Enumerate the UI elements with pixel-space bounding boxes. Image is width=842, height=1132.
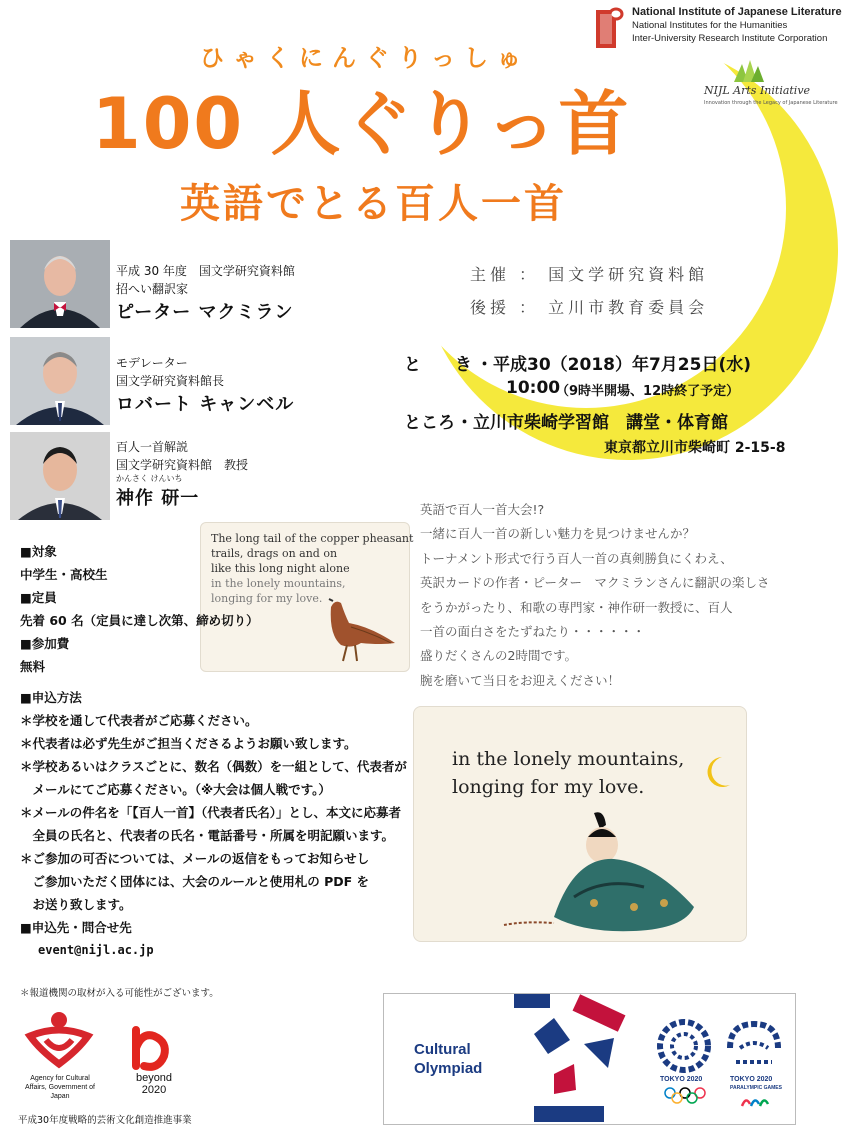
tokyo-2020-olympic-label: TOKYO 2020 (660, 1076, 703, 1083)
photo-robert-campbell (10, 337, 110, 425)
mountains-icon (734, 60, 764, 82)
intro-line: 英語で百人一首大会!? (420, 502, 545, 517)
media-note: ＊報道機関の取材が入る可能性がございます。 (20, 988, 219, 999)
intro-line: 一緒に百人一首の新しい魅力を見つけませんか？ (420, 526, 696, 542)
intro-line: 腕を磨いて当日をお迎えください！ (420, 672, 621, 688)
person-1 (116, 262, 295, 324)
paralympic-games-label: PARALYMPIC GAMES (730, 1085, 782, 1091)
intro-line: 盛りだくさんの2時間です。 (420, 648, 577, 664)
institute-name (632, 6, 842, 45)
person-2-role1: モデレーター (116, 356, 188, 370)
intro-text (420, 498, 770, 693)
intro-line: 一首の面白さをたずねたり・・・・・・ (420, 624, 646, 640)
tokyo-2020-olympic-emblem-icon (656, 1018, 712, 1074)
apply-line: ご参加いただく団体には、大会のルールと使用札の PDF を (20, 874, 370, 889)
olympic-rings-icon (662, 1086, 708, 1104)
person-silhouette-icon (10, 432, 110, 520)
apply-heading: ■申込方法 (20, 690, 82, 705)
cultural-olympiad-banner (383, 993, 796, 1125)
page-subtitle: 英語でとる百人一首 (180, 181, 567, 227)
support-line: 後援 ： 立川市教育委員会 (470, 298, 709, 317)
person-silhouette-icon (10, 240, 110, 328)
apply-line: ＊メールの件名を「【百人一首】（代表者氏名）」とし、本文に応募者 (20, 805, 402, 820)
person-2-role2: 国文学研究資料館長 (116, 374, 225, 388)
title-furigana: ひゃくにんぐりっしゅ (200, 44, 530, 72)
photo-kansaku-kenichi (10, 432, 110, 520)
tokyo-2020-paralympic-emblem-icon (726, 1018, 782, 1074)
intro-line: 英訳カードの作者・ピーター マクミランさんに翻訳の楽しさ (420, 575, 770, 591)
tokyo-2020-paralympic-label: TOKYO 2020 (730, 1076, 773, 1083)
arts-logo-sub: Innovation through the Legacy of Japanese Literature (704, 100, 838, 106)
bunka-agency-name: Agency for Cultural Affairs, Government of Japan (25, 1075, 95, 1100)
person-1-name: ピーター マクミラン (116, 302, 294, 323)
page-title: 100 人ぐりっ首 (92, 83, 631, 165)
host-line: 主催 ： 国文学研究資料館 (470, 265, 709, 284)
beyond-2020-text (128, 1072, 180, 1096)
poem-line: trails, drags on and on (211, 547, 338, 560)
target-value: 中学生・高校生 (20, 567, 108, 582)
poet-illustration-icon (484, 807, 724, 935)
capacity-heading: ■定員 (20, 590, 57, 605)
cultural-olympiad-mark-icon (514, 994, 644, 1124)
fee-value: 無料 (20, 659, 46, 674)
apply-line: ＊代表者は必ず先生がご担当くださるようお願い致します。 (20, 736, 357, 751)
event-address: 東京都立川市柴崎町 2-15-8 (604, 440, 786, 456)
apply-line: ＊学校あるいはクラスごとに、数名（偶数）を一組として、代表者が (20, 759, 407, 774)
institute-line2: National Institutes for the Humanities (632, 20, 788, 31)
institute-line1: National Institute of Japanese Literature (632, 6, 842, 18)
person-silhouette-icon (10, 337, 110, 425)
poem-card-large (413, 706, 747, 942)
apply-line: 全員の氏名と、代表者の氏名・電話番号・所属を明記願います。 (20, 828, 395, 843)
poem-card-large-text (452, 745, 684, 801)
poem-line: longing for my love. (452, 776, 645, 798)
intro-line: をうかがったり、和歌の専門家・神作研一教授に、百人 (420, 599, 733, 615)
when-label: と き (404, 355, 486, 375)
paralympic-agitos-icon (740, 1094, 770, 1110)
footer-caption: 平成30年度戦略的芸術文化創造推進事業 (18, 1115, 192, 1126)
nijl-logo-icon (592, 6, 626, 52)
intro-line: トーナメント形式で行う百人一首の真剣勝負にくわえ、 (420, 550, 733, 566)
person-3-role1: 百人一首解説 (116, 440, 189, 454)
person-1-role1: 平成 30 年度 国文学研究資料館 (116, 264, 295, 278)
poem-line: in the lonely mountains, (452, 748, 685, 770)
contact-email-link[interactable]: event@nijl.ac.jp (38, 943, 154, 957)
person-2 (116, 354, 294, 416)
poem-line: like this long night alone (211, 562, 350, 575)
poem-line: in the lonely mountains, (211, 577, 346, 590)
institute-line3: Inter-University Research Institute Corporation (632, 33, 828, 44)
beyond-2020-logo-icon (128, 1026, 176, 1070)
apply-line: ＊ご参加の可否については、メールの返信をもってお知らせし (20, 851, 370, 866)
beyond-word: beyond (135, 1072, 173, 1084)
cultural-olympiad-text: Cultural Olympiad (414, 1041, 483, 1077)
crescent-moon-icon (704, 755, 732, 789)
poem-line: longing for my love. (211, 592, 323, 605)
event-time-note: （9時半開場、12時終了予定） (556, 384, 740, 399)
poem-line: The long tail of the copper pheasant (211, 532, 414, 545)
nijl-arts-logo (704, 58, 838, 108)
details-section (20, 540, 407, 962)
event-date: ・平成30（2018）年7月25日(水) (476, 355, 751, 375)
person-3-name: 神作 研一 (116, 488, 200, 509)
photo-peter-macmillan (10, 240, 110, 328)
fee-heading: ■参加費 (20, 636, 70, 651)
where-label: ところ (404, 413, 455, 433)
apply-line: お送り致します。 (20, 897, 132, 912)
bunka-agency-logo-icon (22, 1010, 96, 1070)
beyond-year: 2020 (141, 1084, 167, 1096)
arts-logo-text: NIJL Arts Initiative (704, 84, 811, 97)
capacity-value: 先着 60 名（定員に達し次第、締め切り） (20, 613, 259, 628)
person-2-name: ロバート キャンベル (116, 394, 295, 415)
event-time: 10:00 (506, 378, 561, 398)
person-3 (116, 438, 248, 510)
contact-heading: ■申込先・問合せ先 (20, 920, 132, 935)
person-3-role2: 国文学研究資料館 教授 (116, 458, 249, 472)
target-heading: ■対象 (20, 544, 57, 559)
person-1-role2: 招へい翻訳家 (116, 282, 189, 296)
apply-line: ＊学校を通して代表者がご応募ください。 (20, 713, 258, 728)
apply-line: メールにてご応募ください。（※大会は個人戦です。） (20, 782, 331, 797)
person-3-reading: かんさく けんいち (116, 474, 183, 483)
event-venue: ・立川市柴崎学習館 講堂・体育館 (456, 413, 728, 433)
